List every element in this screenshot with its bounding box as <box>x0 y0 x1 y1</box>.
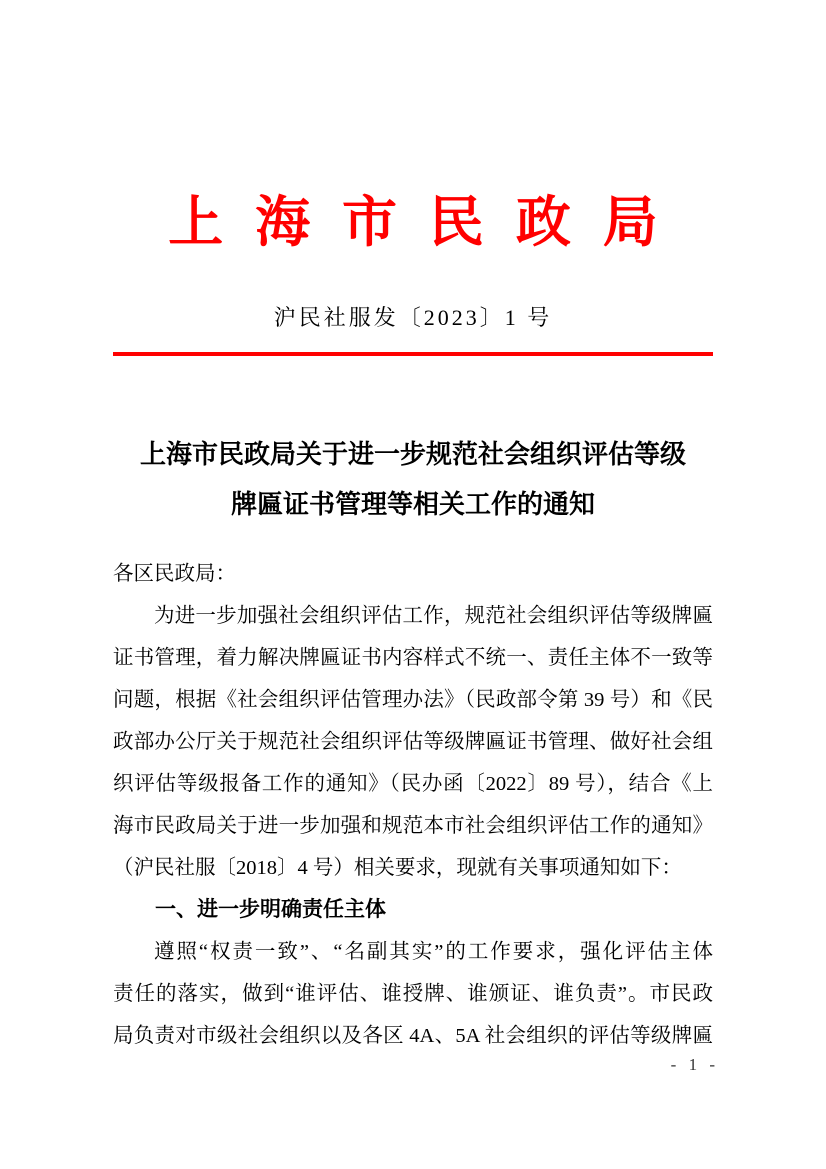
body-line: 证书管理，着力解决牌匾证书内容样式不统一、责任主体不一致等 <box>113 647 713 669</box>
divider-line <box>113 352 713 356</box>
body <box>113 553 713 1057</box>
section-heading: 一、进一步明确责任主体 <box>155 898 386 921</box>
doc-title-line-1: 上海市民政局关于进一步规范社会组织评估等级 <box>139 440 686 469</box>
agency-name: 上海市民政局 <box>168 192 690 253</box>
doc-title <box>0 430 826 530</box>
page-number: - 1 - <box>670 1055 719 1074</box>
doc-title-line-2: 牌匾证书管理等相关工作的通知 <box>230 490 595 519</box>
doc-number: 沪民社服发〔2023〕1 号 <box>273 305 553 330</box>
body-line: 各区民政局： <box>113 563 236 585</box>
body-line: 为进一步加强社会组织评估工作，规范社会组织评估等级牌匾 <box>154 605 713 627</box>
body-line: 政部办公厅关于规范社会组织评估等级牌匾证书管理、做好社会组 <box>113 731 713 753</box>
body-line: 问题，根据《社会组织评估管理办法》（民政部令第 39 号）和《民 <box>113 689 713 711</box>
body-line: 海市民政局关于进一步加强和规范本市社会组织评估工作的通知》 <box>113 815 713 837</box>
body-line: 遵照“权责一致”、“名副其实”的工作要求，强化评估主体 <box>154 941 713 963</box>
body-line: （沪民社服〔2018〕4 号）相关要求，现就有关事项通知如下： <box>113 857 682 879</box>
body-line: 责任的落实，做到“谁评估、谁授牌、谁颁证、谁负责”。市民政 <box>113 983 713 1005</box>
body-line: 织评估等级报备工作的通知》（民办函〔2022〕89 号），结合《上 <box>113 773 713 795</box>
body-line: 局负责对市级社会组织以及各区 4A、5A 社会组织的评估等级牌匾 <box>113 1025 713 1047</box>
